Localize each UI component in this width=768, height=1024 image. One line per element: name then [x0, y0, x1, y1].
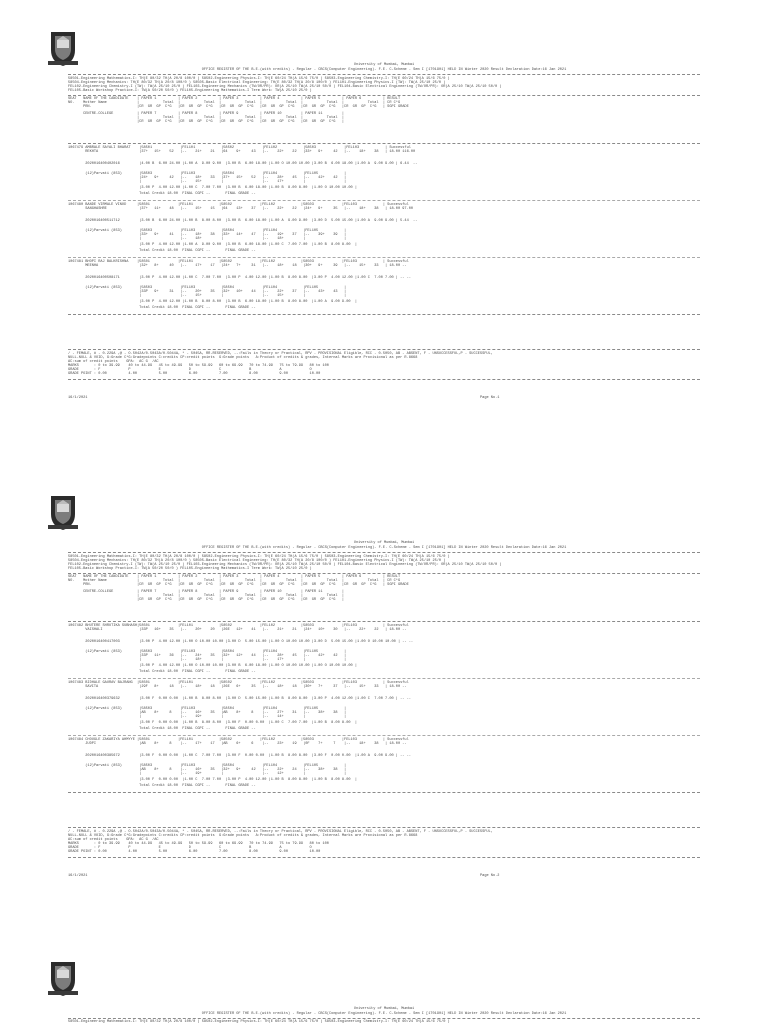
record-line: 2020016400402016 |4.00 B 6.00 24.00 |1.00 A 9.00 9.00 |3.00 B 6.00 18.00 |1.00 O 10.00 10.00 |3.00 B 6.00 18.00 |1.00 A 9.00 9.00 | 6.44 -- — [68, 162, 418, 166]
record-line: Total Credit 18.00 FINAL CGPI -- FINAL GRADE -- — [68, 727, 256, 731]
record-line: |33P 11+ 36 |-- 24+ 35 |32+ 12+ 44 |-- 28+ 45 |-- 42+ 42 | — [68, 654, 347, 658]
record-line: SAVITA |29F 8+ 18 |-- 18+ 18 |26E 6+ 35 |-- 18+ 18 |30+ 7+ 37 |-- 15+ 33 | 18.00 -- — [68, 685, 407, 689]
legend-line: MARKS : 0 to 39.99 40 to 44.99 45 to 49.99 50 to 59.99 60 to 69.99 70 to 74.99 75 to 79.99 80 to 100 — [68, 364, 329, 368]
university-name: University of Mumbai, Mumbai — [353, 541, 415, 545]
legend-line: GRADE POINT : 0.00 4.00 5.00 6.00 7.00 8.00 9.00 10.00 — [68, 850, 321, 854]
paper-line: FEL105-Basic Workshop Practice-I: TW(A 50/20 50/0 ) FEL105-Engineering Mathematics-I Term Work: TW(A 25/10 25/0 ) — [68, 89, 312, 93]
divider — [68, 95, 700, 96]
divider — [68, 792, 700, 793]
legend-line: / - FEMALE, # - 0.229A ,@ - O.5042A/0.5043A/0.5044A, * - 5045A, RR-RESERVED, --:Fails in Theory or Practical, RPV - PROVISIONAL Eligible, RCC - 0.5050, AB - ABSENT, F - UNSUCCESSFUL,P - SUCCESSFUL, — [68, 830, 493, 834]
paper-line: FEL102-Engineering Chemistry-I (TW): TW(A 25/10 25/0 ) FEL103-Engineering Mechanics (TW/OR/PR): OR(A 25/10 TW(A 25/10 50/0 ) FEL104-Basic Electrical Engineering (TW/OR/PR): OR(A 25/10 TW(A 25/10 50/0 ) — [68, 563, 502, 567]
column-header: NO. Mother Name | Total | Total | Total | Total | Total | Total | CR C*G — [68, 579, 401, 583]
record-line: | |-- 15+ | |-- 15+ | | — [68, 294, 347, 298]
column-header: |CR GR GP C*G |CR GR GP C*G |CR GR GP C*G |CR GR GP C*G |CR GR GP C*G | — [68, 120, 345, 124]
column-header: |CR GR GP C*G |CR GR GP C*G |CR GR GP C*G |CR GR GP C*G |CR GR GP C*G | — [68, 598, 345, 602]
record-line: |3.00 P 4.00 12.00 |1.00 O 10.00 10.00 |3.00 B 6.00 18.00 |1.00 O 10.00 10.00 |1.00 O 10.00 10.00 | — [68, 664, 357, 668]
record-line: Total Credit 18.00 FINAL CGPI -- FINAL GRADE -- — [68, 670, 256, 674]
divider — [68, 314, 700, 315]
column-header: PRN. |CR GR GP C*G |CR GR GP C*G |CR GR GP C*G |CR GR GP C*G |CR GR GP C*G |CR GR GP C*G | SGPI GRADE — [68, 105, 409, 109]
legend-line: AC:sum of credit points GPA: AC G /AC — [68, 360, 159, 364]
record-line: MEENHA |32+ 8+ 40 |-- 17+ 17 |24+ 7+ 31 |-- 18+ 18 |30+ 9+ 39 |-- 15+ 33 | 18.00 -- — [68, 264, 407, 268]
university-crest-icon — [46, 28, 80, 68]
record-line: |33+ 9+ 41 |-- 18+ 38 |33+ 14+ 47 |-- 19+ 37 |-- 39+ 39 | — [68, 233, 347, 237]
column-header: SEAT NAME OF THE CANDIDATE | PAPER 1 | PAPER 2 | PAPER 3 | PAPER 4 | PAPER 5 | PAPER 6 | RESULT — [68, 575, 401, 579]
legend-line: GRADE POINT : 0.00 4.00 5.00 6.00 7.00 8.00 9.00 10.00 — [68, 372, 321, 376]
divider — [68, 74, 700, 75]
legend-line: NULL-NULL & VOID, G:Grade C*G:Gradepoints C:credits CP:credit points G:Grade points A:Product of credits & grades, Internal Marks are Provisional as per R.8668 — [68, 834, 418, 838]
record-line: | |-- 19+ | |-- 12+ | | — [68, 772, 347, 776]
column-header: | Total | Total | Total | Total | Total | — [68, 594, 345, 598]
record-line: VAISHALI |33P 16+ 35 |-- 20+ 20 |26E 12+ 41 |-- 21+ 21 |24+ 10+ 30 |-- 22+ 22 | 18.00 -- — [68, 628, 407, 632]
record-line: 1067483 BIDHALE GAURAV BAJRANG |58501 |FEL101 |58502 |FEL102 |58503 |FEL103 | Successful — [68, 681, 409, 685]
record-line: (12)Parvati (853) |58503 |FEL103 |58504 |FEL104 |FEL105 | — [68, 650, 347, 654]
page-number: Page No.1 — [480, 396, 500, 400]
register-title: OFFICE REGISTER OF THE B.E.(with credits) - Regular - CBCS(Computer Engineering)- F.E. C-Scheme - Sem I [1T01901] HELD IN Winter 2020 Result Declaration Date:16 Jan 2021 — [201, 1012, 567, 1016]
legend-line: AC:sum of credit points GPA: AC G /AC — [68, 838, 159, 842]
paper-line: 58501-Engineering Mathematics-I: TH(E 80/32 TH(A 20/8 100/0 ) 58502-Engineering Physics-I: TH(E 60/24 TH(A 15/6 75/0 ) 58503-Engineering Chemistry-I: TH(E 60/24 TH(A 15/6 75/0 ) — [68, 555, 450, 559]
record-line: |AB 8+ 8 |-- 16+ 35 |32+ 9+ 42 |-- 22+ 24 |-- 38+ 38 | — [68, 768, 347, 772]
paper-line: FEL105-Basic Workshop Practice-I: TW(A 50/20 50/0 ) FEL105-Engineering Mathematics-I Term Work: TW(A 25/10 25/0 ) — [68, 567, 312, 571]
record-line: (12)Parvati (853) |58503 |FEL103 |58504 |FEL104 |FEL105 | — [68, 707, 347, 711]
university-crest-icon — [46, 958, 80, 998]
column-header: NO. Mother Name | Total | Total | Total | Total | Total | Total | CR C*G — [68, 101, 401, 105]
paper-line: FEL102-Engineering Chemistry-I (TW): TW(A 25/10 25/0 ) FEL103-Engineering Mechanics (TW/OR/PR): OR(A 25/10 TW(A 25/10 50/0 ) FEL104-Basic Electrical Engineering (TW/OR/PR): OR(A 25/10 TW(A 25/10 50/0 ) — [68, 85, 502, 89]
legend-line: GRADE : F P E D C B A O — [68, 368, 312, 372]
record-line: Total Credit 18.00 FINAL CGPI -- FINAL GRADE -- — [68, 784, 256, 788]
record-line: |3.00 P 4.00 12.00 |1.00 A 9.00 9.00 |3.00 B 6.00 18.00 |1.00 C 7.00 7.00 |1.00 B 8.00 8.00 | — [68, 243, 357, 247]
divider — [68, 257, 700, 258]
column-header: CENTRE-COLLEGE | PAPER 7 | PAPER 8 | PAPER 9 | PAPER 10 | PAPER 11 | — [68, 112, 345, 116]
record-line: 2020016400417003 |3.00 P 4.00 12.00 |1.00 O 10.00 10.00 |3.00 D 5.00 15.00 |1.00 O 10.00 10.00 |3.00 D 5.00 15.00 |1.00 O 10.00 10.00 | -- -- — [68, 640, 414, 644]
record-line: SANGHASHRE |37+ 11+ 48 |-- 15+ 15 |64 13+ 37 |-- 22+ 22 |24+ 9+ 35 |-- 18+ 38 | 18.00 97.00 — [68, 207, 414, 211]
legend-line: / - FEMALE, # - 0.229A ,@ - O.5042A/0.5043A/0.5044A, * - 5045A, RR-RESERVED, --:Fails in Theory or Practical, RPV - PROVISIONAL Eligible, RCC - 0.5050, AB - ABSENT, F - UNSUCCESSFUL,P - SUCCESSFUL, — [68, 352, 493, 356]
record-line: 2020016400508171 |3.00 P 4.00 12.00 |1.00 C 7.00 7.00 |3.00 P 4.00 12.00 |1.00 B 8.00 8.00 |3.00 P 4.00 12.00 |1.00 C 7.00 7.00 | -- -- — [68, 276, 411, 280]
paper-line: 58501-Engineering Mathematics-I: TH(E 80/32 TH(A 20/8 100/0 ) 58502-Engineering Physics-I: TH(E 60/24 TH(A 15/6 75/0 ) 58503-Engineering Chemistry-I: TH(E 60/24 TH(A 15/6 75/0 ) — [68, 77, 450, 81]
record-line: 1067484 CHOUGLE ZAKARIYA AHMYYE |58501 |FEL101 |58502 |FEL102 |58503 |FEL103 | Successful — [68, 738, 409, 742]
column-header: CENTRE-COLLEGE | PAPER 7 | PAPER 8 | PAPER 9 | PAPER 10 | PAPER 11 | — [68, 590, 345, 594]
record-line: |3.00 P 4.00 12.00 |1.00 B 8.00 8.00 |3.00 B 6.00 18.00 |1.00 B 8.00 8.00 |1.00 A 9.00 9.00 | — [68, 300, 357, 304]
record-line: Total Credit 18.00 FINAL CGPI -- FINAL GRADE -- — [68, 192, 256, 196]
record-line: | |-- 19+ | |-- 14+ | | — [68, 715, 347, 719]
record-line: |3.00 P 4.00 12.00 |1.00 C 7.00 7.00 |3.00 B 6.00 18.00 |1.00 B 8.00 8.00 |1.00 O 10.00 10.00 | — [68, 186, 357, 190]
column-header: SEAT NAME OF THE CANDIDATE | PAPER 1 | PAPER 2 | PAPER 3 | PAPER 4 | PAPER 5 | PAPER 6 | RESULT — [68, 97, 401, 101]
record-line: | |-- 18+ | |-- 18+ | | — [68, 237, 347, 241]
record-line: (12)Parvati (853) |58503 |FEL103 |58504 |FEL104 |FEL105 | — [68, 764, 347, 768]
divider — [68, 678, 700, 679]
record-line: (12)Parvati (853) |58503 |FEL103 |58504 |FEL104 |FEL105 | — [68, 172, 347, 176]
paper-line: 58501-Engineering Mathematics-I: TH(E 80/32 TH(A 20/8 100/0 ) 58502-Engineering Physics-I: TH(E 60/24 TH(A 15/6 75/0 ) 58503-Engineering Chemistry-I: TH(E 60/24 TH(A 15/6 75/0 ) — [68, 1020, 450, 1024]
university-crest-icon — [46, 492, 80, 532]
record-line: 1067479 AMBRALE SAYALI BHARAT |58501 |FEL101 |58502 |FEL102 |58503 |FEL103 | Successful — [68, 146, 411, 150]
record-line: |24+ 9+ 42 |-- 18+ 33 |37+ 15+ 52 |-- 28+ 45 |-- 42+ 42 | — [68, 176, 347, 180]
record-line: |33P 9+ 31 |-- 20+ 35 |32+ 10+ 44 |-- 22+ 37 |-- 43+ 43 | — [68, 290, 347, 294]
divider — [68, 827, 700, 828]
record-line: 1067481 BHOPI RAJ BALKRISHNA |58501 |FEL101 |58502 |FEL102 |58503 |FEL103 | Successful — [68, 260, 409, 264]
record-line: |3.00 F 0.00 0.00 |1.00 B 8.00 8.00 |3.00 F 0.00 0.00 |1.00 C 7.00 7.00 |1.00 B 8.00 8.00 | — [68, 721, 357, 725]
record-line: Total Credit 18.00 FINAL CGPI -- FINAL GRADE -- — [68, 306, 256, 310]
record-line: |3.00 F 0.00 0.00 |1.00 C 7.00 7.00 |3.00 P 4.00 12.00 |1.00 B 8.00 8.00 |1.00 B 8.00 8.00 | — [68, 778, 357, 782]
divider — [68, 349, 700, 350]
university-name: University of Mumbai, Mumbai — [353, 1007, 415, 1011]
legend-line: GRADE : F P E D C B A O — [68, 846, 312, 850]
record-line: (12)Parvati (853) |58503 |FEL103 |58504 |FEL104 |FEL105 | — [68, 286, 347, 290]
divider — [68, 143, 700, 144]
record-line: 2020016400385672 |3.00 F 0.00 0.00 |1.00 C 7.00 7.00 |3.00 F 0.00 0.00 |1.00 B 8.00 8.00 |3.00 F 0.00 0.00 |1.00 A 9.00 9.00 | -- -- — [68, 754, 411, 758]
record-line: 1067480 BANDE VIRMALE VINOD |58501 |FEL101 |58502 |FEL102 |58503 |FEL103 | Successful — [68, 203, 409, 207]
paper-line: 58504-Engineering Mechanics: TH(E 80/32 TH(A 20/8 100/0 ) 58505-Basic Electrical Engineering: TH(E 80/32 TH(A 20/8 100/0 ) FEL101-Engineering Physics-I (TW): TW(A 25/10 25/0 ) — [68, 81, 446, 85]
legend-line: NULL-NULL & VOID, G:Grade C*G:Gradepoints C:credits CP:credit points G:Grade points A:Product of credits & grades, Internal Marks are Provisional as per R.8668 — [68, 356, 418, 360]
register-title: OFFICE REGISTER OF THE B.E.(with credits) - Regular - CBCS(Computer Engineering)- F.E. C-Scheme - Sem I [1T01901] HELD IN Winter 2020 Result Declaration Date:16 Jan 2021 — [201, 68, 567, 72]
divider — [68, 573, 700, 574]
print-date: 16/1/2021 — [68, 874, 88, 878]
university-name: University of Mumbai, Mumbai — [353, 63, 415, 67]
column-header: | Total | Total | Total | Total | Total | — [68, 116, 345, 120]
paper-line: 58504-Engineering Mechanics: TH(E 80/32 TH(A 20/8 100/0 ) 58505-Basic Electrical Engineering: TH(E 80/32 TH(A 20/8 100/0 ) FEL101-Engineering Physics-I (TW): TW(A 25/10 25/0 ) — [68, 559, 446, 563]
divider — [68, 1018, 700, 1019]
print-date: 16/1/2021 — [68, 396, 88, 400]
record-line: |AB 8+ 8 |-- 16+ 35 |AB 8+ 8 |-- 27+ 31 |-- 38+ 38 | — [68, 711, 347, 715]
legend-line: MARKS : 0 to 39.99 40 to 44.99 45 to 49.99 50 to 59.99 60 to 69.99 70 to 74.99 75 to 79.99 80 to 100 — [68, 842, 329, 846]
divider — [68, 735, 700, 736]
record-line: | |-- 18+ | |-- 17+ | | — [68, 658, 347, 662]
record-line: 2020016400379632 |3.00 F 0.00 0.00 |1.00 B 8.00 8.00 |3.00 D 5.00 15.00 |1.00 B 8.00 8.00 |3.00 P 4.00 12.00 |1.00 C 7.00 7.00 | -- -- — [68, 697, 411, 701]
record-line: 1067482 BHUTERE SHRUTIKA SUBHASH|58501 |FEL101 |58502 |FEL102 |58503 |FEL103 | Successful — [68, 624, 409, 628]
register-title: OFFICE REGISTER OF THE B.E.(with credits) - Regular - CBCS(Computer Engineering)- F.E. C-Scheme - Sem I [1T01901] HELD IN Winter 2020 Result Declaration Date:16 Jan 2021 — [201, 546, 567, 550]
column-header: PRN. |CR GR GP C*G |CR GR GP C*G |CR GR GP C*G |CR GR GP C*G |CR GR GP C*G |CR GR GP C*G | SGPI GRADE — [68, 583, 409, 587]
divider — [68, 200, 700, 201]
record-line: JUDPI |AB 8+ 8 |-- 17+ 17 |AB 6+ 6 |-- 23+ 19 |0F 7+ 7 |-- 18+ 38 | 18.00 -- — [68, 742, 407, 746]
divider — [68, 857, 700, 858]
page-number: Page No.2 — [480, 874, 500, 878]
divider — [68, 379, 700, 380]
record-line: Total Credit 18.00 FINAL CGPI -- FINAL GRADE -- — [68, 249, 256, 253]
record-line: 2020016400511712 |3.00 B 6.00 24.00 |1.00 B 8.00 8.00 |3.00 B 6.00 18.00 |1.00 A 9.00 9.00 |3.00 D 5.00 15.00 |1.00 A 9.00 9.00 | 5.44 -- — [68, 219, 418, 223]
divider — [68, 621, 700, 622]
divider — [68, 552, 700, 553]
record-line: REKHTA |37+ 15+ 52 |-- 21+ 21 |64 9+ 43 |-- 22+ 22 |33+ 9+ 42 |-- 18+ 38 | 18.00 116.00 — [68, 150, 416, 154]
record-line: | |-- 15+ | |-- 17+ | | — [68, 180, 347, 184]
record-line: (12)Parvati (853) |58503 |FEL103 |58504 |FEL104 |FEL105 | — [68, 229, 347, 233]
